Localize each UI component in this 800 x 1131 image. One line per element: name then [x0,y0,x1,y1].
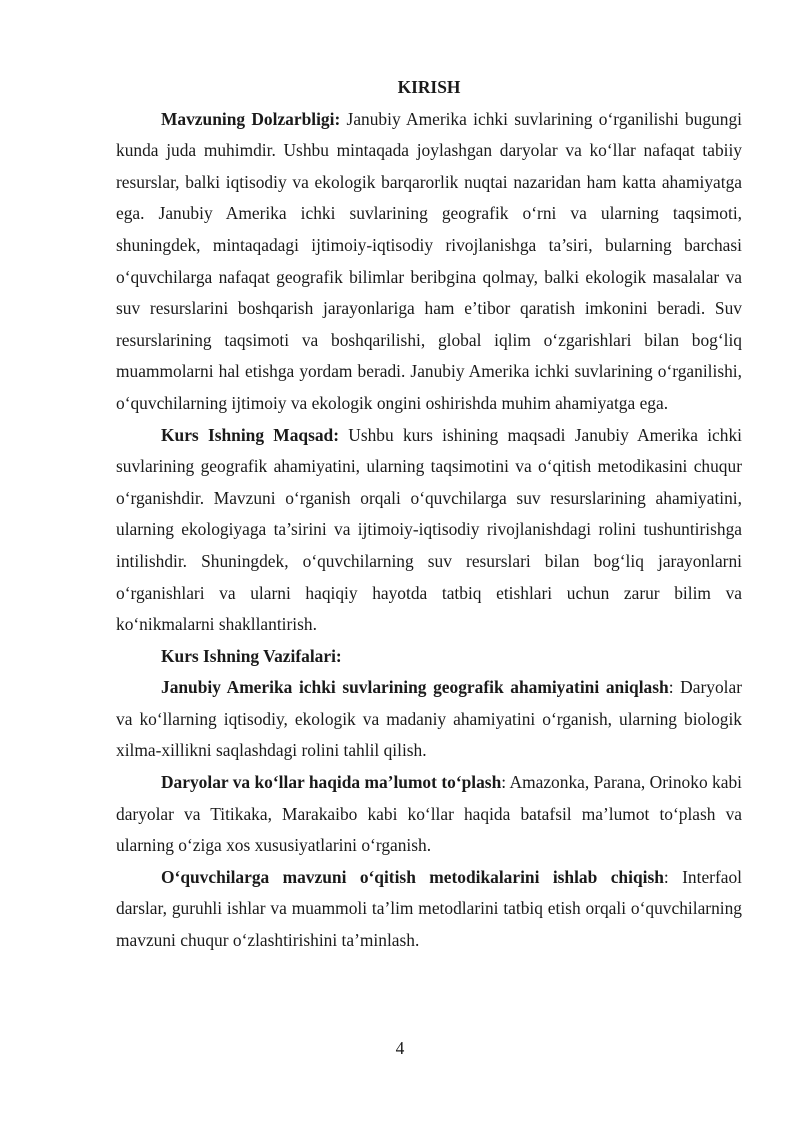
paragraph-text: : Daryolar va ko‘llarning iqtisodiy, ekologik va madaniy ahamiyatini o‘rganish, ularning biologik xilma-xillikni saqlashdagi rolini tahlil qilish. [116,677,742,761]
paragraph-task-3 [116,862,742,957]
paragraph-label: Daryolar va ko‘llar haqida ma’lumot to‘plash [161,772,502,793]
paragraph-goal [116,420,742,641]
paragraph-text: : Amazonka, Parana, Orinoko kabi daryolar va Titikaka, Marakaibo kabi ko‘llar haqida batafsil ma’lumot to‘plash va ularning o‘ziga xos xususiyatlarini o‘rganish. [116,772,742,856]
paragraph-tasks-heading [116,641,742,673]
paragraph-task-1 [116,672,742,767]
paragraph-text: : Interfaol darslar, guruhli ishlar va muammoli ta’lim metodlarini tatbiq etish orqali o‘quvchilarning mavzuni chuqur o‘zlashtirishini ta’minlash. [116,866,743,951]
paragraph-label: Janubiy Amerika ichki suvlarining geografik ahamiyatini aniqlash [161,677,669,698]
paragraph-label: O‘quvchilarga mavzuni o‘qitish metodikalarini ishlab chiqish [161,866,664,887]
section-heading: KIRISH [397,77,461,97]
paragraph-relevance [116,104,742,420]
paragraph-label: Mavzuning Dolzarbligi: [161,108,341,129]
paragraph-text: Janubiy Amerika ichki suvlarining o‘rganilishi bugungi kunda juda muhimdir. Ushbu mintaqada joylashgan daryolar va ko‘llar nafaqat tabiiy resurslar, balki iqtisodiy va ekologik barqarorlik nuqtai nazaridan ham katta ahamiyatga ega. Janubiy Amerika ichki suvlarining geografik o‘rni va ularning taqsimoti, shuningdek, mintaqadagi ijtimoiy-iqtisodiy rivojlanishga ta’siri, bularning barchasi o‘quvchilarga nafaqat geografik bilimlar beribgina qolmay, balki ekologik masalalar va suv resurslarini boshqarish jarayonlariga ham e’tibor qaratish imkonini beradi. Suv resurslarining taqsimoti va boshqarilishi, global iqlim o‘zgarishlari bilan bog‘liq muammolarni hal etishga yordam beradi. Janubiy Amerika ichki suvlarining o‘rganilishi, o‘quvchilarning ijtimoiy va ekologik ongini oshirishda muhim ahamiyatga ega. [116,108,742,413]
paragraph-label: Kurs Ishning Vazifalari: [161,645,342,666]
paragraph-text: Ushbu kurs ishining maqsadi Janubiy Amerika ichki suvlarining geografik ahamiyatini, ularning taqsimotini va o‘qitish metodikasini chuqur o‘rganishdir. Mavzuni o‘rganish orqali o‘quvchilarga suv resurslarining ahamiyatini, ularning ekologiyaga ta’sirini va ijtimoiy-iqtisodiy rivojlanishdagi rolini tushuntirishga intilishdir. Shuningdek, o‘quvchilarning suv resurslari bilan bog‘liq jarayonlarni o‘rganishlari va ularni haqiqiy hayotda tatbiq etishlari uchun zarur bilim va ko‘nikmalarni shakllantirish. [116,424,742,635]
paragraph-task-2 [116,767,742,862]
page-number: 4 [395,1038,405,1058]
document-page [116,72,742,957]
paragraph-label: Kurs Ishning Maqsad: [161,424,340,445]
